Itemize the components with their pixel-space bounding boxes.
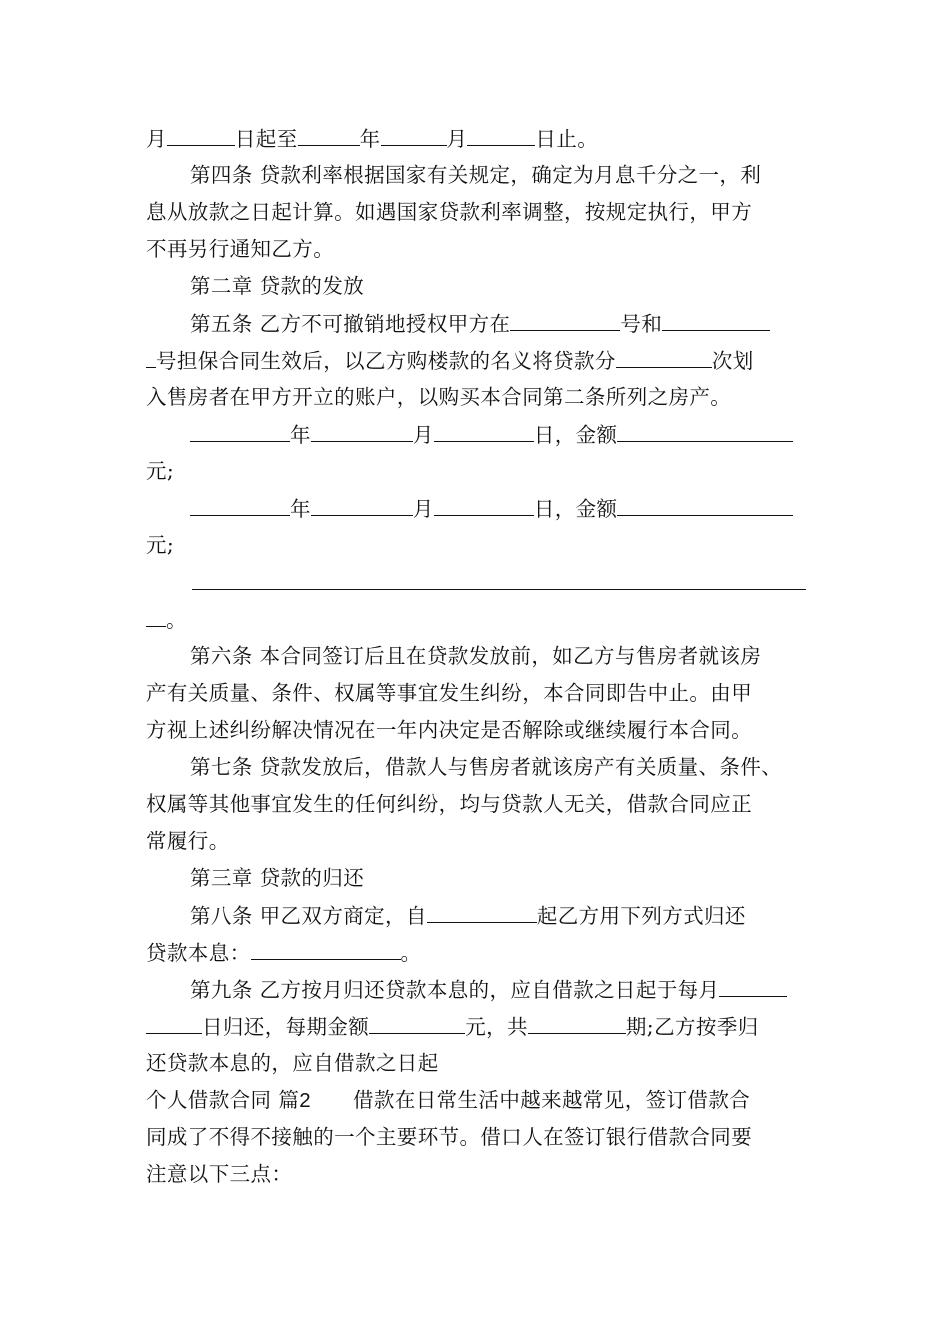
article-8-line-1 (190, 900, 746, 930)
blank-field (298, 123, 360, 146)
blank-field (146, 345, 156, 368)
article-9-line-2 (146, 1011, 759, 1041)
text-fragment: 日起至 (234, 127, 298, 151)
text-fragment: 。 (400, 941, 422, 965)
blank-field (467, 123, 535, 146)
intro-line-2: 同成了不得不接触的一个主要环节。借口人在签订银行借款合同要 (146, 1125, 753, 1149)
blank-field (192, 567, 806, 590)
article-4-line-2: 息从放款之日起计算。如遇国家贷款利率调整，按规定执行，甲方 (146, 200, 753, 224)
blank-field (616, 345, 712, 368)
section-title: 个人借款合同 篇 (146, 1088, 300, 1112)
blank-field (434, 493, 534, 516)
text-fragment: 次划 (711, 349, 754, 373)
article-4-line-1: 第四条 贷款利率根据国家有关规定，确定为月息千分之一，利 (190, 163, 762, 187)
blank-field (662, 308, 770, 331)
chapter-3-heading: 第三章 贷款的归还 (190, 866, 365, 890)
blank-field (251, 937, 401, 960)
blank-field (427, 900, 537, 923)
text-line (146, 123, 598, 153)
blank-field (510, 308, 620, 331)
article-9-line-1 (190, 974, 787, 1004)
blank-field (190, 419, 290, 442)
chapter-2-heading: 第二章 贷款的发放 (190, 274, 365, 298)
blank-field (434, 419, 534, 442)
text-fragment: 日止。 (535, 127, 599, 151)
article-7-line-1: 第七条 贷款发放后，借款人与售房者就该房产有关质量、条件、 (190, 755, 783, 779)
article-5-line-3: 入售房者在甲方开立的账户，以购买本合同第二条所列之房产。 (146, 385, 732, 409)
text-fragment: 月 (146, 127, 167, 151)
text-fragment: 日归还，每期金额 (202, 1015, 370, 1039)
text-fragment: 期;乙方按季归 (625, 1015, 759, 1039)
article-8-line-2 (146, 937, 421, 967)
blank-line-end (146, 604, 187, 634)
blank-field (369, 1011, 465, 1034)
article-5-line-1 (190, 308, 770, 338)
blank-field (167, 123, 235, 146)
blank-line (192, 567, 806, 597)
text-fragment: 月 (412, 497, 434, 521)
text-fragment: 第九条 乙方按月归还贷款本息的，应自借款之日起于每月 (190, 978, 720, 1002)
installment-unit-2: 元; (146, 533, 175, 557)
article-6-line-1: 第六条 本合同签订后且在贷款发放前，如乙方与售房者就该房 (190, 644, 762, 668)
article-6-line-2: 产有关质量、条件、权属等事宜发生纠纷，本合同即告中止。由甲 (146, 681, 753, 705)
text-fragment: 年 (290, 423, 311, 447)
installment-line-2 (190, 493, 793, 523)
installment-line-1 (190, 419, 793, 449)
text-fragment: 起乙方用下列方式归还 (536, 904, 746, 928)
blank-field (719, 974, 787, 997)
article-9-line-3: 还贷款本息的，应自借款之日起 (146, 1051, 439, 1075)
text-fragment: 号担保合同生效后，以乙方购楼款的名义将贷款分 (156, 349, 616, 373)
article-6-line-3: 方视上述纠纷解决情况在一年内决定是否解除或继续履行本合同。 (146, 718, 753, 742)
text-fragment: 号和 (620, 312, 663, 336)
blank-field (311, 493, 413, 516)
text-fragment: 年 (290, 497, 311, 521)
text-fragment: 第八条 甲乙双方商定，自 (190, 904, 427, 928)
blank-field (311, 419, 413, 442)
blank-field (381, 123, 447, 146)
text-fragment: 年 (359, 127, 381, 151)
article-7-line-3: 常履行。 (146, 829, 230, 853)
blank-field (146, 1011, 202, 1034)
text-fragment: 日，金额 (533, 497, 618, 521)
text-fragment: 。 (166, 608, 187, 632)
text-fragment: 日，金额 (533, 423, 618, 447)
text-fragment: 月 (446, 127, 468, 151)
section-heading-line (146, 1085, 750, 1115)
article-7-line-2: 权属等其他事宜发生的任何纠纷，均与贷款人无关，借款合同应正 (146, 792, 753, 816)
section-number: 2 (299, 1089, 312, 1112)
text-fragment: 第五条 乙方不可撤销地授权甲方在 (190, 312, 511, 336)
text-fragment: 月 (412, 423, 434, 447)
blank-field (528, 1011, 626, 1034)
text-fragment: 贷款本息： (146, 941, 251, 965)
article-5-line-2 (146, 345, 754, 375)
text-fragment: 元，共 (465, 1015, 528, 1039)
installment-unit-1: 元; (146, 459, 175, 483)
blank-field (190, 493, 290, 516)
blank-field (617, 493, 793, 516)
text-fragment: 借款在日常生活中越来越常见，签订借款合 (353, 1088, 751, 1112)
article-4-line-3: 不再另行通知乙方。 (146, 237, 335, 261)
intro-line-3: 注意以下三点： (146, 1162, 293, 1186)
blank-field (617, 419, 793, 442)
blank-field (146, 604, 166, 627)
